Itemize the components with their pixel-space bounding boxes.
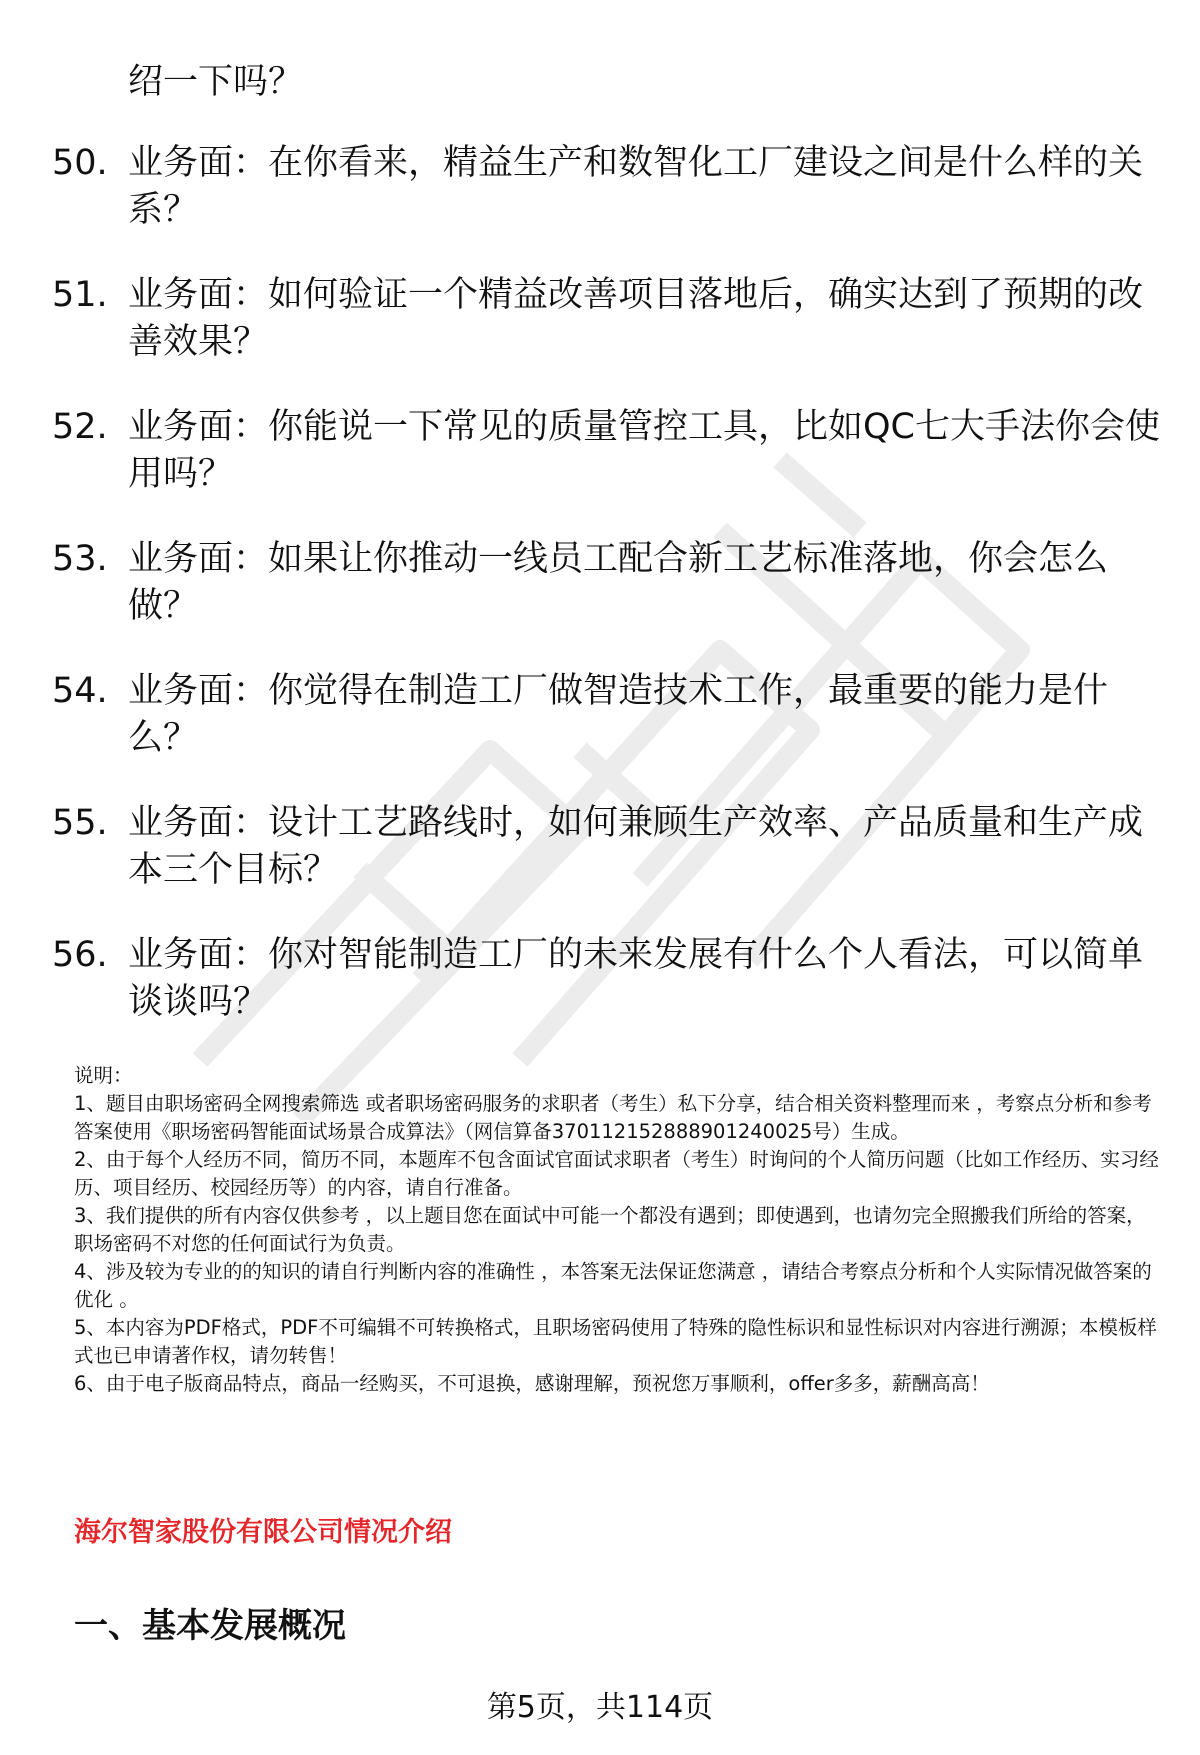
question-text: 业务面：你对智能制造工厂的未来发展有什么个人看法，可以简单谈谈吗？ [128, 935, 1144, 1022]
question-item [52, 140, 1162, 234]
note-item: 2、由于每个人经历不同，简历不同，本题库不包含面试官面试求职者（考生）时询问的个人简历问题（比如工作经历、实习经历、项目经历、校园经历等）的内容，请自行准备。 [74, 1148, 1159, 1199]
section-heading: 一、基本发展概况 [74, 1606, 346, 1646]
question-number: 55. [52, 803, 108, 843]
question-continuation: 绍一下吗？ [128, 62, 304, 102]
question-text: 业务面：你能说一下常见的质量管控工具，比如QC七大手法你会使用吗？ [128, 407, 1160, 494]
question-text: 业务面：你觉得在制造工厂做智造技术工作，最重要的能力是什么？ [128, 671, 1109, 758]
question-item [52, 800, 1162, 894]
note-item: 6、由于电子版商品特点，商品一经购买，不可退换，感谢理解，预祝您万事顺利，offer多多，薪酬高高！ [74, 1372, 990, 1395]
question-number: 51. [52, 275, 108, 315]
note-item: 3、我们提供的所有内容仅供参考 ，以上题目您在面试中可能一个都没有遇到；即使遇到，也请勿完全照搬我们所给的答案，职场密码不对您的任何面试行为负责。 [74, 1204, 1146, 1255]
company-title: 海尔智家股份有限公司情况介绍 [74, 1517, 452, 1548]
question-item [52, 272, 1162, 366]
page-footer: 第5页，共114页 [486, 1690, 714, 1725]
question-text: 业务面：设计工艺路线时，如何兼顾生产效率、产品质量和生产成本三个目标？ [128, 803, 1144, 890]
question-number: 56. [52, 935, 108, 975]
notes-heading: 说明： [74, 1064, 133, 1087]
question-item [52, 932, 1162, 1026]
question-item [52, 668, 1162, 762]
question-text: 业务面：在你看来，精益生产和数智化工厂建设之间是什么样的关系？ [128, 143, 1144, 230]
question-text: 业务面：如果让你推动一线员工配合新工艺标准落地，你会怎么做？ [128, 539, 1109, 626]
note-item: 4、涉及较为专业的的知识的请自行判断内容的准确性 ，本答案无法保证您满意 ，请结合考察点分析和个人实际情况做答案的优化 。 [74, 1260, 1152, 1311]
note-item: 1、题目由职场密码全网搜索筛选 或者职场密码服务的求职者（考生）私下分享，结合相关资料整理而来 ，考察点分析和参考答案使用《职场密码智能面试场景合成算法》（网信算备370112152888901240025号）生成。 [74, 1092, 1152, 1143]
disclaimer-notes [74, 1062, 1160, 1398]
question-item [52, 536, 1162, 630]
question-number: 53. [52, 539, 108, 579]
question-number: 50. [52, 143, 108, 183]
question-list [52, 140, 1162, 1064]
note-item: 5、本内容为PDF格式，PDF不可编辑不可转换格式，且职场密码使用了特殊的隐性标识和显性标识对内容进行溯源；本模板样式也已申请著作权，请勿转售！ [74, 1316, 1157, 1367]
question-number: 54. [52, 671, 108, 711]
question-text: 业务面：如何验证一个精益改善项目落地后，确实达到了预期的改善效果？ [128, 275, 1144, 362]
question-number: 52. [52, 407, 108, 447]
question-item [52, 404, 1162, 498]
